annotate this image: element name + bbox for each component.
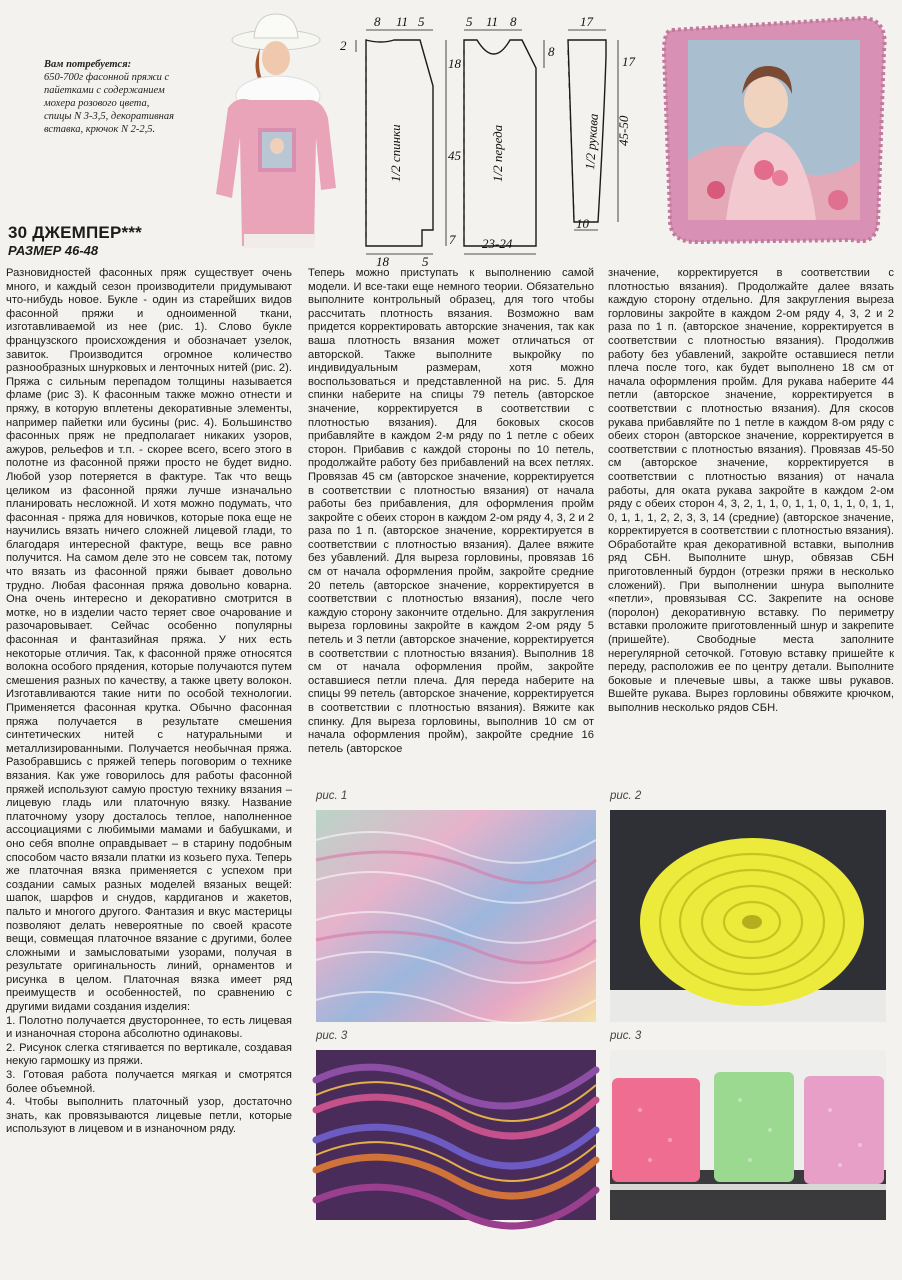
back-left-small: 2 [340, 38, 347, 53]
model-photo [176, 8, 346, 248]
sleeve-right-top: 17 [622, 54, 635, 69]
size-label: РАЗМЕР 46-48 [8, 243, 99, 258]
figure-caption: рис. 2 [610, 790, 642, 802]
list-item: 4. Чтобы выполнить платочный узор, достаточно знать, как провязываются лицевые петли, которые используют в лицевом и в изнаночном ряду. [6, 1096, 292, 1136]
decorative-insert-photo [656, 10, 896, 250]
intro-paragraph: Разновидностей фасонных пряж существует очень много, и каждый сезон производители придумывают что-нибудь новое. Букле - один из старейших видов фасонной пряжи и одноименной ткани, изготавливаемой из нее (рис. 1). Слово букле французского происхождения и обозначает узелок, завиток. Производится огромное количество разнообразных шнурковых и ленточных нитей (рис. 2). Пряжа с сильным перепадом толщины называется фламе (рис 3). К фасонным также можно отнести и пряжу, в которую вплетены декоративные элементы, например пайетки или бусины (рис. 4). Большинство фасонных пряж не предполагает никаких узоров, ажуров, рельефов и т.п. - скорее всего, всего этого в полотне из фасонной пряжи просто не будет видно. Любой узор потеряется в фактуре. Так что вещь целиком из фасонной пряжи лучше изначально планировать несложной. И хотя можно подумать, что фасонная - пряжа для новичков, которые пока еще не научились вязать ничего сложней лицевой глади, то благодаря интересной фактуре, вещь все равно получится. На самом деле это не совсем так, потому что вязать из фасонной пряжи бывает довольно трудно. Любая фасонная пряжа довольно коварна. Она очень интересно и декоративно смотрится в мотке, но в изделии часто теряет свое очарование и разочаровывает. Сейчас особенно популярны фасонная и фантазийная пряжа. У них есть некоторые отличия. Так, к фасонной пряже относятся волокна особого прядения, которые получаются путем смешения разных по качеству, а также цвету волокон. Изготавливаются такие нити по особой технологии. Применяется фасонная крутка. Обычно фасонная пряжа получается в результате смешения синтетических нитей с натуральными и металлизированными. Получается необычная пряжа. Разобравшись с пряжей теперь поговорим о технике вязания. Как уже говорилось для работы фасонной пряжей используют самую простую технику вязания – лицевую гладь или платочную вязку. Название платочному узору досталось теплое, наполненное ассоциациями с любимыми мамами и бабушками, и оно себя вполне оправдывает – в старину подобным способом часто вязали платки из козьего пуха. Теперь же платочная вязка применяется с успехом при создании самых разных моделей вязаных вещей: шапок, шарфов и снудов, кардиганов и жакетов, пальто и многого другого. Фантазия и вкус мастерицы позволяют делать невероятные по своей красоте вещи, совмещая платочное вязание с другими, более сложными и замысловатыми узорами, получая в результате оригинальность линий, орнаментов и рисунка в целом. Платочная вязка имеет ряд преимуществ и особенностей, по сравнению с другими видами создания изделия: [6, 267, 292, 1014]
front-top-a: 5 [466, 14, 473, 29]
sleeve-top: 17 [580, 14, 593, 29]
front-right-small: 8 [548, 44, 555, 59]
sleeve-label: 1/2 рукава [582, 113, 601, 171]
instructions-part-1: Теперь можно приступать к выполнению самой модели. И все-таки еще немного теории. Обязательно выполните контрольный образец, для того чтобы рассчитать плотность вязания. Возможно вам придется корректировать авторские значения, так как ваша плотность вязания может отличаться от авторской. Также выполните выкройку по индивидуальным размерам, хотя можно воспользоваться и представленной на рис. 5. Для спинки наберите на спицы 79 петель (авторское значение, корректируется в соответствии с плотностью вязания). Для боковых скосов прибавляйте в каждом 2-м ряду по 1 петле с обеих сторон. Прибавив с каждой стороны по 10 петель, продолжайте работу без прибавлений на всех петлях. Провязав 45 см (авторское значение, корректируется в соответствии с плотностью вязания) от начала работы без прибавления, для оформления пройм закройте с обеих сторон в каждом 2-ом ряду 4, 3, 2 и 2 раза по 1 п. (авторское значение, корректируется в соответствии с плотностью вязания). Далее вяжите без убавлений. Для выреза горловины, провязав 16 см от начала оформления пройм, закройте средние 20 петель (авторское значение, корректируется в соответствии с плотностью вязания), после чего каждую сторону закончите отдельно. Для закругления выреза горловины закройте в каждом 2-ом ряду 5 петель и 3 петли (авторское значение, корректируется в соответствии с плотностью вязания). Выполнив 18 см от начала оформления пройм, закройте оставшиеся петли плеча. Для переда наберите на спицы 99 петель (авторское значение, корректируется в соответствии с плотностью вязания). Вяжите как спинку. Для выреза горловины, выполнив 10 см от начала оформления пройм), закройте средние 16 петель (авторское [308, 267, 594, 755]
front-top-c: 8 [510, 14, 517, 29]
text-column-1 [6, 267, 292, 1137]
back-length: 45 [448, 148, 461, 163]
back-side-top: 18 [448, 56, 461, 71]
sleeve-bottom: 10 [576, 216, 589, 231]
back-bottom-small: 7 [449, 232, 456, 247]
requirements-block [44, 58, 176, 136]
back-top-c: 5 [418, 14, 425, 29]
front-label: 1/2 переда [490, 124, 505, 182]
text-column-3 [608, 267, 894, 716]
list-item: 3. Готовая работа получается мягкая и смотрятся более объемной. [6, 1069, 292, 1095]
figure-caption: рис. 1 [316, 790, 348, 802]
figure-caption: рис. 3 [316, 1030, 348, 1042]
back-bottom-b: 5 [422, 254, 429, 269]
boucle-yarn-photo [316, 810, 596, 1022]
sequin-yarn-photo [610, 1050, 886, 1220]
back-label: 1/2 спинки [388, 124, 403, 182]
requirements-title: Вам потребуется: [44, 59, 132, 70]
back-top-b: 11 [396, 14, 409, 29]
pattern-diagram [336, 10, 656, 269]
sleeve-length: 45-50 [616, 115, 631, 146]
figure-caption: рис. 3 [610, 1030, 642, 1042]
tape-yarn-photo [610, 810, 886, 1022]
page-title: 30 ДЖЕМПЕР*** [8, 223, 142, 242]
requirements-text: 650-700г фасонной пряжи с пайетками с содержанием мохера розового цвета, спицы N 3-3,5, декоративная вставка, крючок N 2-2,5. [44, 72, 174, 135]
instructions-part-2: значение, корректируется в соответствии с плотностью вязания). Продолжайте далее вязать каждую сторону отдельно. Для закругления выреза горловины закройте в каждом 2-ом ряду 4, 3, 2 и 2 раза по 1 п. (авторское значение, корректируется в соответствии с плотностью вязания). Продолжив работу без убавлений, закройте оставшиеся петли плеча после того, как будет выполнено 18 см от начала оформления пройм. Для рукава наберите 44 петли (авторское значение, корректируется в соответствии с плотностью вязания). Для скосов рукава прибавляйте по 1 петле в каждом 8-ом ряду с обеих сторон (авторское значение, корректируется в соответствии с плотностью вязания). Провязав 45-50 см (авторское значение, корректируется в соответствии с плотностью вязания) от начала работы, для оката рукава закройте в каждом 2-ом ряду с обеих сторон 4, 3, 2, 1, 1, 0, 1, 1, 0, 1, 1, 0, 1, 1, 0, 1, 1, 1, 2, 2, 3, 3, 14 (средние) (авторское значение, корректируется в соответствии с плотностью вязания). Обработайте края декоративной вставки, выполнив ряд СБН. Выполните шнур, обвязав СБН приготовленный бурдон (отрезки пряжи в несколько сложений). При выполнении шнура выполните «петли», провязывая СС. Закрепите на основе (поролон) декоративную вставку. По периметру вставки проложите приготовленный шнур и закрепите (пришейте). Свободные места заполните нерегулярной сеточкой. Готовую вставку пришейте к переду, расположив ее по центру детали. Выполните боковые и плечевые швы, а также швы рукавов. Вшейте рукава. Вырез горловины обвяжите крючком, выполнив несколько рядов СБН. [608, 267, 895, 714]
list-item: 2. Рисунок слегка стягивается по вертикале, создавая некую гармошку из пряжи. [6, 1041, 292, 1068]
text-column-2 [308, 267, 594, 756]
flame-yarn-photo [316, 1050, 596, 1220]
front-top-b: 11 [486, 14, 499, 29]
list-item: 1. Полотно получается двустороннее, то есть лицевая и изнаночная сторона абсолютно одинаковы. [6, 1014, 292, 1041]
back-bottom-a: 18 [376, 254, 389, 269]
front-bottom: 23-24 [482, 236, 513, 251]
back-top-a: 8 [374, 14, 381, 29]
